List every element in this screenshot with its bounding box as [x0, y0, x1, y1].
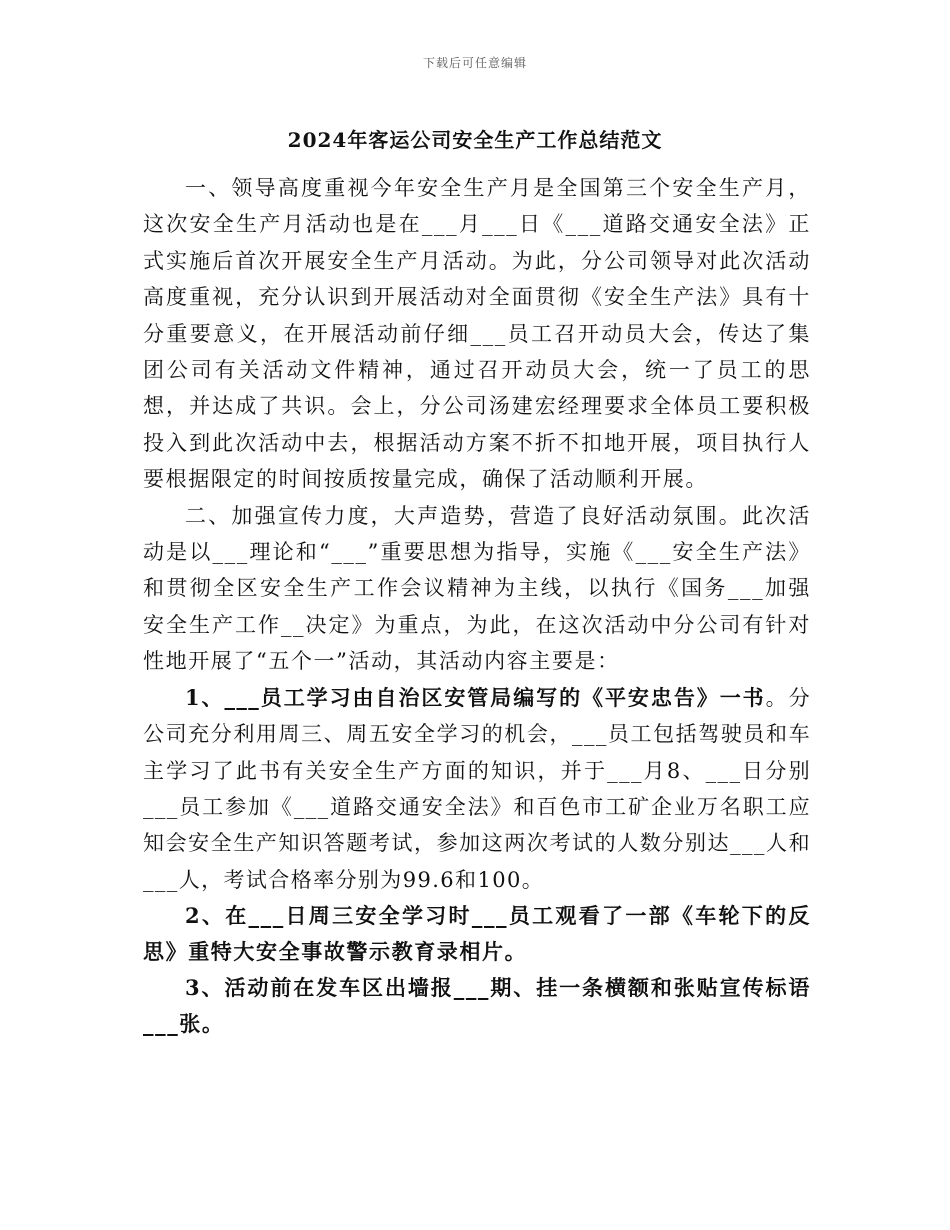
paragraph-item-1: [143, 680, 811, 898]
document-body: [143, 170, 811, 1042]
page-header-note: 下载后可任意编辑: [422, 56, 527, 70]
paragraph-publicity: 二、加强宣传力度，大声造势，营造了良好活动氛围。此次活动是以___理论和“___”重要思想为指导，实施《___安全生产法》和贯彻全区安全生产工作会议精神为主线，以执行《国务___加强安全生产工作__决定》为重点，为此，在这次活动中分公司有针对性地开展了“五个一”活动，其活动内容主要是：: [143, 503, 811, 674]
paragraph-item-3: 3、活动前在发车区出墙报___期、挂一条横额和张贴宣传标语___张。: [143, 975, 811, 1037]
item-1-text: 。分公司充分利用周三、周五安全学习的机会，___员工包括驾驶员和车主学习了此书有关安全生产方面的知识，并于___月8、___日分别___员工参加《___道路交通安全法》和百色市工矿企业万名职工应知会安全生产知识答题考试，参加这两次考试的人数分别达___人和___人，考试合格率分别为99.6和100。: [143, 685, 811, 892]
item-1-heading: 1、___员工学习由自治区安管局编写的《平安忠告》一书: [185, 684, 766, 710]
paragraph-item-2: 2、在___日周三安全学习时___员工观看了一部《车轮下的反思》重特大安全事故警示教育录相片。: [143, 903, 811, 965]
paragraph-leadership: 一、领导高度重视今年安全生产月是全国第三个安全生产月，这次安全生产月活动也是在___月___日《___道路交通安全法》正式实施后首次开展安全生产月活动。为此，分公司领导对此次活动高度重视，充分认识到开展活动对全面贯彻《安全生产法》具有十分重要意义，在开展活动前仔细___员工召开动员大会，传达了集团公司有关活动文件精神，通过召开动员大会，统一了员工的思想，并达成了共识。会上，分公司汤建宏经理要求全体员工要积极投入到此次活动中去，根据活动方案不折不扣地开展，项目执行人要根据限定的时间按质按量完成，确保了活动顺利开展。: [143, 176, 811, 492]
document-title: 2024年客运公司安全生产工作总结范文: [287, 128, 663, 152]
